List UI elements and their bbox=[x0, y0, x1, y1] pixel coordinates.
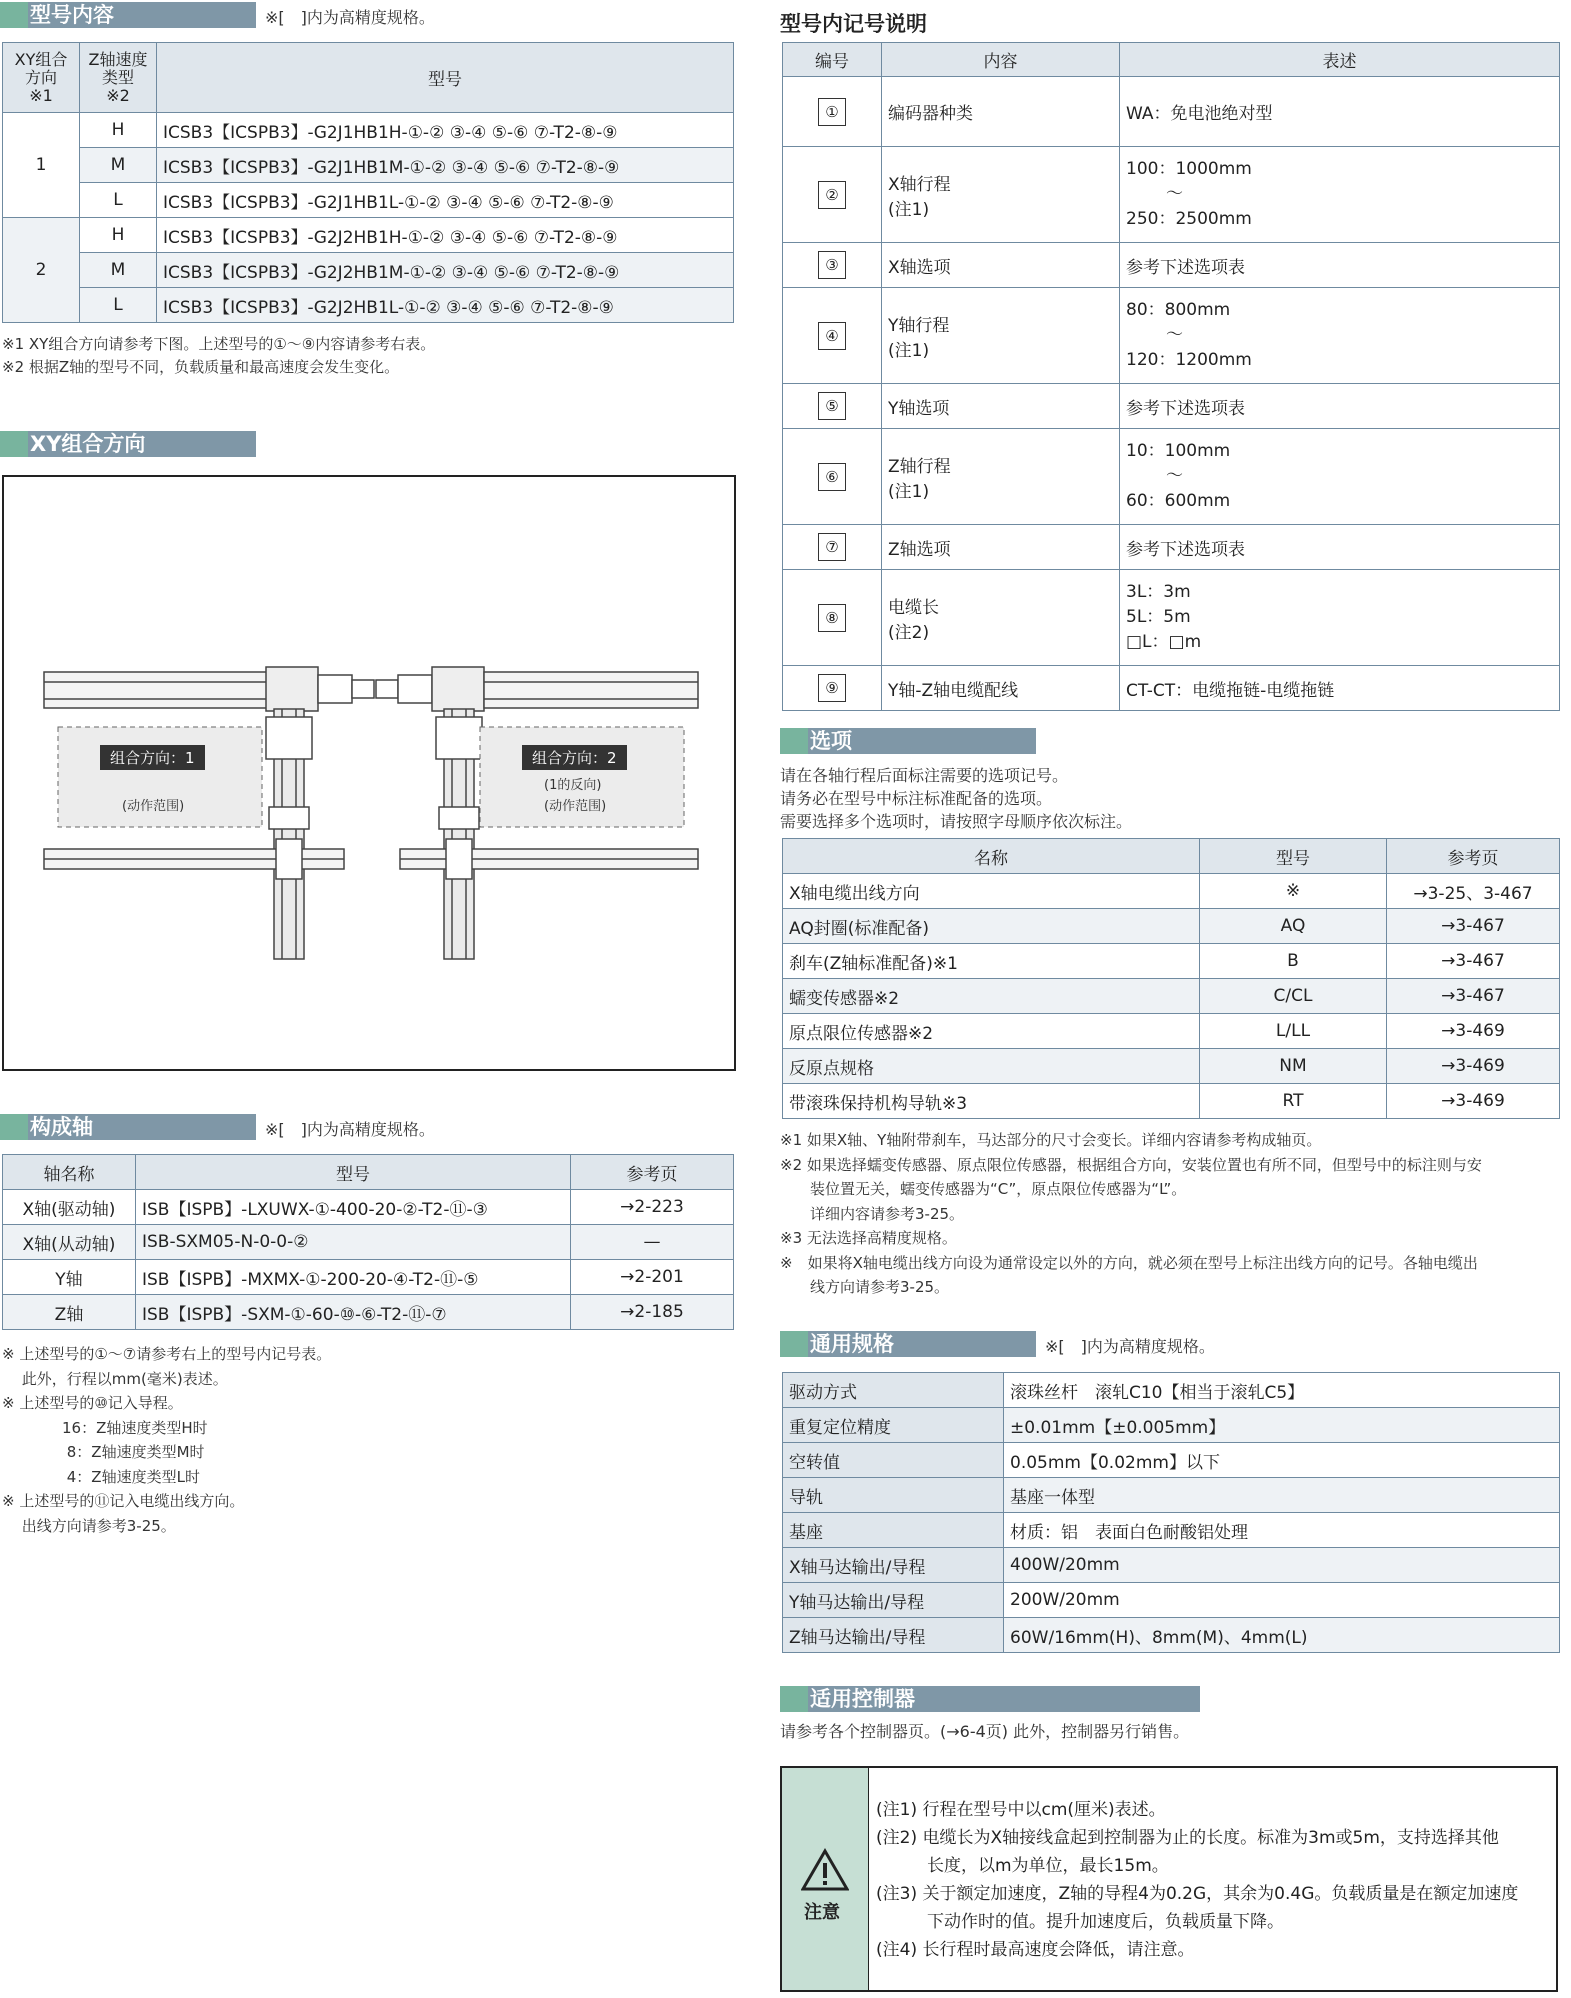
spec-value: 400W/20mm bbox=[1004, 1548, 1560, 1583]
left-motion-range-label: (动作范围) bbox=[122, 799, 185, 814]
desc-cell bbox=[1120, 525, 1560, 570]
desc-line: 〜 bbox=[1166, 466, 1183, 486]
spec-key: 空转值 bbox=[783, 1443, 1004, 1478]
desc-line: 参考下述选项表 bbox=[1126, 257, 1245, 278]
caution-note: (注2) 电缆长为X轴接线盒起到控制器为止的长度。标准为3m或5m，支持选择其他 bbox=[876, 1828, 1499, 1848]
caution-note: 长度，以m为单位，最长15m。 bbox=[876, 1856, 1169, 1876]
speed-cell: H bbox=[80, 218, 157, 253]
speed-cell: L bbox=[80, 183, 157, 218]
spec-key: 驱动方式 bbox=[783, 1373, 1004, 1408]
footnote: ※2 根据Z轴的型号不同，负载质量和最高速度会发生变化。 bbox=[2, 358, 400, 376]
section-title-xy-direction bbox=[0, 431, 256, 457]
header-axis-model: 型号 bbox=[136, 1155, 571, 1190]
section-title-text: 构成轴 bbox=[30, 1115, 93, 1139]
model-cell: ICSB3【ICSPB3】-G2J1HB1M-①-② ③-④ ⑤-⑥ ⑦-T2-⑧-⑨ bbox=[157, 148, 734, 183]
symbols-title: 型号内记号说明 bbox=[780, 12, 927, 36]
header-desc: 表述 bbox=[1120, 43, 1560, 77]
header-no: 编号 bbox=[783, 43, 882, 77]
desc-line: 250：2500mm bbox=[1126, 209, 1252, 229]
caution-note: (注3) 关于额定加速度，Z轴的导程4为0.2G，其余为0.4G。负载质量是在额定加速度 bbox=[876, 1884, 1519, 1904]
axis-name-cell: Y轴 bbox=[3, 1260, 136, 1295]
footnote: ※ 上述型号的⑩记入导程。 bbox=[2, 1394, 183, 1412]
footnote: ※1 XY组合方向请参考下图。上述型号的①～⑨内容请参考右表。 bbox=[2, 335, 436, 353]
spec-value: ±0.01mm【±0.005mm】 bbox=[1004, 1408, 1560, 1443]
desc-line: 60：600mm bbox=[1126, 491, 1231, 511]
option-code: ※ bbox=[1200, 874, 1387, 909]
section-title-text: XY组合方向 bbox=[30, 432, 146, 456]
content-line: (注2) bbox=[888, 622, 930, 643]
caution-note: (注4) 长行程时最高速度会降低，请注意。 bbox=[876, 1940, 1195, 1960]
header-z-speed: Z轴速度 类型 ※2 bbox=[80, 43, 157, 113]
spec-value: 200W/20mm bbox=[1004, 1583, 1560, 1618]
spec-key: 重复定位精度 bbox=[783, 1408, 1004, 1443]
right-direction-label: 组合方向：2 bbox=[522, 745, 627, 770]
option-name: X轴电缆出线方向 bbox=[783, 874, 1200, 909]
option-name: 蠕变传感器※2 bbox=[783, 979, 1200, 1014]
axis-page-cell: →2-201 bbox=[571, 1260, 734, 1295]
footnote: ※2 如果选择蠕变传感器、原点限位传感器，根据组合方向，安装位置也有所不同，但型号中的标注则与安 bbox=[780, 1155, 1482, 1174]
caution-note: 下动作时的值。提升加速度后，负载质量下降。 bbox=[876, 1912, 1284, 1932]
option-name: 原点限位传感器※2 bbox=[783, 1014, 1200, 1049]
desc-line: 〜 bbox=[1166, 184, 1183, 204]
content-cell bbox=[882, 525, 1120, 570]
footnote: 4：Z轴速度类型L时 bbox=[2, 1467, 200, 1486]
model-contents-footnotes bbox=[2, 333, 435, 379]
speed-cell: H bbox=[80, 113, 157, 148]
symbol-number: ⑧ bbox=[818, 604, 846, 632]
right-motion-range-label: (动作范围) bbox=[544, 799, 607, 814]
options-footnotes bbox=[780, 1128, 1482, 1300]
caution-note: (注1) 行程在型号中以cm(厘米)表述。 bbox=[876, 1800, 1166, 1820]
footnote: 16：Z轴速度类型H时 bbox=[2, 1418, 208, 1437]
option-code: L/LL bbox=[1200, 1014, 1387, 1049]
desc-cell bbox=[1120, 429, 1560, 525]
option-name: 刹车(Z轴标准配备)※1 bbox=[783, 944, 1200, 979]
option-page: →3-469 bbox=[1387, 1084, 1560, 1119]
option-code: C/CL bbox=[1200, 979, 1387, 1014]
desc-cell bbox=[1120, 288, 1560, 384]
desc-line: CT-CT：电缆拖链-电缆拖链 bbox=[1126, 680, 1335, 701]
symbol-number: ④ bbox=[818, 322, 846, 350]
desc-cell bbox=[1120, 243, 1560, 288]
axes-footnotes bbox=[2, 1342, 331, 1538]
section-title-text: 型号内容 bbox=[30, 3, 114, 27]
option-code: NM bbox=[1200, 1049, 1387, 1084]
dir-cell: 2 bbox=[3, 218, 80, 323]
spec-key: 导轨 bbox=[783, 1478, 1004, 1513]
axes-table bbox=[2, 1154, 734, 1330]
content-cell bbox=[882, 288, 1120, 384]
spec-value: 基座一体型 bbox=[1004, 1478, 1560, 1513]
options-table bbox=[782, 838, 1560, 1119]
content-cell bbox=[882, 243, 1120, 288]
spec-value: 材质：铝 表面白色耐酸铝处理 bbox=[1004, 1513, 1560, 1548]
content-cell bbox=[882, 570, 1120, 666]
spec-value: 滚珠丝杆 滚轧C10【相当于滚轧C5】 bbox=[1004, 1373, 1560, 1408]
content-line: Y轴-Z轴电缆配线 bbox=[888, 680, 1019, 701]
desc-line: 参考下述选项表 bbox=[1126, 398, 1245, 419]
header-option-name: 名称 bbox=[783, 839, 1200, 874]
header-model: 型号 bbox=[157, 43, 734, 113]
desc-line: WA：免电池绝对型 bbox=[1126, 104, 1273, 124]
footnote: 详细内容请参考3-25。 bbox=[780, 1204, 965, 1223]
desc-line: 参考下述选项表 bbox=[1126, 539, 1245, 560]
footnote: ※3 无法选择高精度规格。 bbox=[780, 1229, 957, 1247]
content-cell bbox=[882, 77, 1120, 147]
section-title-controller bbox=[780, 1686, 1200, 1712]
symbol-number: ⑥ bbox=[818, 463, 846, 491]
options-intro bbox=[780, 764, 1132, 833]
axis-page-cell: — bbox=[571, 1225, 734, 1260]
content-line: 电缆长 bbox=[888, 597, 939, 618]
spec-key: X轴马达输出/导程 bbox=[783, 1548, 1004, 1583]
option-code: B bbox=[1200, 944, 1387, 979]
footnote: ※1 如果X轴、Y轴附带刹车，马达部分的尺寸会变长。详细内容请参考构成轴页。 bbox=[780, 1131, 1322, 1149]
header-axis-page: 参考页 bbox=[571, 1155, 734, 1190]
symbol-number: ⑨ bbox=[818, 674, 846, 702]
spec-key: Z轴马达输出/导程 bbox=[783, 1618, 1004, 1653]
content-line: Y轴行程 bbox=[888, 315, 950, 336]
content-line: 编码器种类 bbox=[888, 104, 973, 124]
axis-name-cell: X轴(驱动轴) bbox=[3, 1190, 136, 1225]
desc-cell bbox=[1120, 570, 1560, 666]
section-title-options bbox=[780, 728, 1036, 754]
caution-box bbox=[780, 1766, 1558, 1992]
footnote: 此外，行程以mm(毫米)表述。 bbox=[2, 1369, 228, 1388]
footnote: 8：Z轴速度类型M时 bbox=[2, 1443, 205, 1461]
option-page: →3-469 bbox=[1387, 1014, 1560, 1049]
option-code: RT bbox=[1200, 1084, 1387, 1119]
axes-high-precision-note: ※[ ]内为高精度规格。 bbox=[265, 1120, 435, 1139]
xy-diagram-svg bbox=[4, 477, 734, 1069]
model-cell: ICSB3【ICSPB3】-G2J2HB1H-①-② ③-④ ⑤-⑥ ⑦-T2-⑧-⑨ bbox=[157, 218, 734, 253]
content-line: (注1) bbox=[888, 340, 930, 361]
symbol-number: ⑦ bbox=[818, 533, 846, 561]
axis-model-cell: ISB【ISPB】-LXUWX-①-400-20-②-T2-⑪-③ bbox=[136, 1190, 571, 1225]
header-axis-name: 轴名称 bbox=[3, 1155, 136, 1190]
symbol-number: ② bbox=[818, 181, 846, 209]
model-cell: ICSB3【ICSPB3】-G2J2HB1M-①-② ③-④ ⑤-⑥ ⑦-T2-⑧-⑨ bbox=[157, 253, 734, 288]
content-line: (注1) bbox=[888, 481, 930, 502]
content-line: X轴行程 bbox=[888, 174, 951, 195]
symbol-number: ③ bbox=[818, 251, 846, 279]
section-title-axes bbox=[0, 1114, 256, 1140]
left-direction-label: 组合方向：1 bbox=[100, 745, 205, 770]
speed-cell: M bbox=[80, 253, 157, 288]
desc-line: 100：1000mm bbox=[1126, 159, 1252, 179]
spec-value: 60W/16mm(H)、8mm(M)、4mm(L) bbox=[1004, 1618, 1560, 1653]
axis-page-cell: →2-185 bbox=[571, 1295, 734, 1330]
general-high-precision-note: ※[ ]内为高精度规格。 bbox=[1045, 1337, 1215, 1356]
caution-label-area bbox=[782, 1768, 869, 1990]
option-code: AQ bbox=[1200, 909, 1387, 944]
content-line: Z轴行程 bbox=[888, 456, 951, 477]
desc-line: 5L：5m bbox=[1126, 607, 1191, 627]
model-cell: ICSB3【ICSPB3】-G2J2HB1L-①-② ③-④ ⑤-⑥ ⑦-T2-⑧-⑨ bbox=[157, 288, 734, 323]
footnote: ※ 上述型号的⑪记入电缆出线方向。 bbox=[2, 1492, 245, 1510]
symbol-number: ① bbox=[818, 98, 846, 126]
content-line: (注1) bbox=[888, 199, 930, 220]
content-cell bbox=[882, 666, 1120, 711]
content-line: Z轴选项 bbox=[888, 539, 951, 560]
header-option-code: 型号 bbox=[1200, 839, 1387, 874]
caution-notes bbox=[876, 1796, 1518, 1964]
content-cell bbox=[882, 384, 1120, 429]
desc-line: 10：100mm bbox=[1126, 441, 1231, 461]
content-line: Y轴选项 bbox=[888, 398, 950, 419]
desc-cell bbox=[1120, 666, 1560, 711]
desc-line: □L：□m bbox=[1126, 632, 1202, 652]
section-title-text: 适用控制器 bbox=[810, 1687, 915, 1711]
content-cell bbox=[882, 147, 1120, 243]
option-name: AQ封圈(标准配备) bbox=[783, 909, 1200, 944]
desc-cell bbox=[1120, 384, 1560, 429]
model-cell: ICSB3【ICSPB3】-G2J1HB1L-①-② ③-④ ⑤-⑥ ⑦-T2-⑧-⑨ bbox=[157, 183, 734, 218]
footnote: 线方向请参考3-25。 bbox=[780, 1278, 950, 1296]
spec-key: 基座 bbox=[783, 1513, 1004, 1548]
option-page: →3-467 bbox=[1387, 944, 1560, 979]
model-cell: ICSB3【ICSPB3】-G2J1HB1H-①-② ③-④ ⑤-⑥ ⑦-T2-⑧-⑨ bbox=[157, 113, 734, 148]
footnote: 出线方向请参考3-25。 bbox=[2, 1516, 176, 1535]
general-specs-table bbox=[782, 1372, 1560, 1653]
header-content: 内容 bbox=[882, 43, 1120, 77]
option-page: →3-467 bbox=[1387, 979, 1560, 1014]
option-page: →3-467 bbox=[1387, 909, 1560, 944]
speed-cell: L bbox=[80, 288, 157, 323]
model-contents-table bbox=[2, 42, 734, 323]
desc-line: 120：1200mm bbox=[1126, 350, 1252, 370]
option-page: →3-469 bbox=[1387, 1049, 1560, 1084]
option-page: →3-25、3-467 bbox=[1387, 874, 1560, 909]
axis-name-cell: Z轴 bbox=[3, 1295, 136, 1330]
section-title-general-specs bbox=[780, 1331, 1036, 1357]
axis-name-cell: X轴(从动轴) bbox=[3, 1225, 136, 1260]
desc-cell bbox=[1120, 77, 1560, 147]
axis-model-cell: ISB-SXM05-N-0-0-② bbox=[136, 1225, 571, 1260]
footnote: ※ 上述型号的①～⑦请参考右上的型号内记号表。 bbox=[2, 1345, 332, 1363]
desc-line: 80：800mm bbox=[1126, 300, 1231, 320]
speed-cell: M bbox=[80, 148, 157, 183]
symbols-table bbox=[782, 42, 1560, 711]
desc-line: 〜 bbox=[1166, 325, 1183, 345]
spec-key: Y轴马达输出/导程 bbox=[783, 1583, 1004, 1618]
caution-label: 注意 bbox=[804, 1902, 840, 1923]
dir-cell: 1 bbox=[3, 113, 80, 218]
spec-value: 0.05mm【0.02mm】以下 bbox=[1004, 1443, 1560, 1478]
header-xy-direction: XY组合 方向 ※1 bbox=[3, 43, 80, 113]
header-option-page: 参考页 bbox=[1387, 839, 1560, 874]
intro-line: 请在各轴行程后面标注需要的选项记号。 bbox=[780, 766, 1069, 785]
right-reverse-label: (1的反向) bbox=[544, 778, 602, 793]
intro-line: 请务必在型号中标注标准配备的选项。 bbox=[780, 789, 1053, 808]
high-precision-note: ※[ ]内为高精度规格。 bbox=[265, 8, 435, 27]
section-title-text: 选项 bbox=[810, 729, 852, 753]
axis-model-cell: ISB【ISPB】-MXMX-①-200-20-④-T2-⑪-⑤ bbox=[136, 1260, 571, 1295]
warning-icon bbox=[801, 1848, 849, 1892]
section-title-model-contents bbox=[0, 2, 256, 28]
axis-model-cell: ISB【ISPB】-SXM-①-60-⑩-⑥-T2-⑪-⑦ bbox=[136, 1295, 571, 1330]
symbol-number: ⑤ bbox=[818, 392, 846, 420]
section-title-text: 通用规格 bbox=[810, 1332, 894, 1356]
content-line: X轴选项 bbox=[888, 257, 951, 278]
controller-text: 请参考各个控制器页。(→6-4页) 此外，控制器另行销售。 bbox=[780, 1722, 1190, 1741]
content-cell bbox=[882, 429, 1120, 525]
axis-page-cell: →2-223 bbox=[571, 1190, 734, 1225]
option-name: 反原点规格 bbox=[783, 1049, 1200, 1084]
footnote: 装位置无关，蠕变传感器为“C”，原点限位传感器为“L”。 bbox=[780, 1180, 1187, 1198]
desc-line: 3L：3m bbox=[1126, 582, 1191, 602]
xy-direction-diagram bbox=[2, 475, 736, 1071]
option-name: 带滚珠保持机构导轨※3 bbox=[783, 1084, 1200, 1119]
footnote: ※ 如果将X轴电缆出线方向设为通常设定以外的方向，就必须在型号上标注出线方向的记号。各轴电缆出 bbox=[780, 1253, 1478, 1272]
desc-cell bbox=[1120, 147, 1560, 243]
intro-line: 需要选择多个选项时，请按照字母顺序依次标注。 bbox=[780, 812, 1133, 831]
